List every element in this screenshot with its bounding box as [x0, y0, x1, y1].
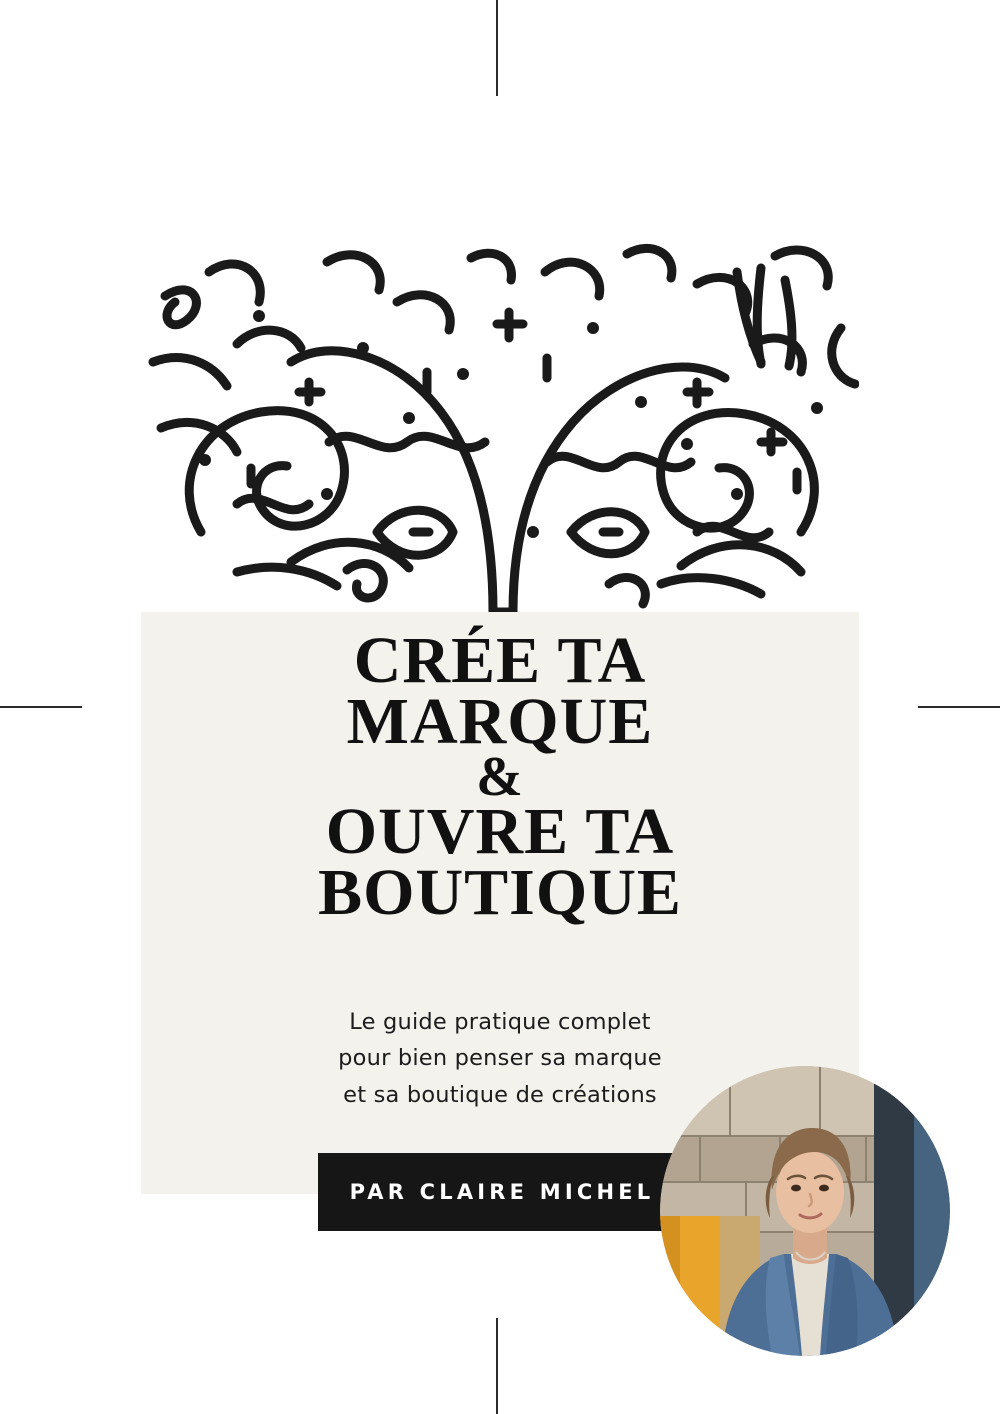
title-line-4: OUVRE TA [325, 794, 675, 868]
cover-artwork [141, 232, 859, 612]
crop-mark-right [918, 706, 1000, 708]
subtitle-line-2: pour bien penser sa marque [338, 1045, 662, 1072]
subtitle-line-1: Le guide pratique complet [349, 1009, 651, 1035]
crop-mark-bottom [496, 1318, 498, 1414]
cover-title [141, 624, 859, 930]
title-line-1: CRÉE TA [353, 624, 647, 697]
author-credit-bar [318, 1153, 686, 1231]
title-line-2: MARQUE [346, 685, 654, 759]
crop-mark-top [496, 0, 498, 96]
author-portrait [660, 1066, 950, 1356]
author-credit-label: PAR CLAIRE MICHEL [349, 1180, 655, 1204]
title-line-ampersand: & [476, 745, 524, 808]
subtitle-line-3: et sa boutique de créations [343, 1081, 657, 1108]
book-cover [141, 232, 859, 1204]
title-line-5: BOUTIQUE [318, 856, 682, 930]
crop-mark-left [0, 706, 82, 708]
